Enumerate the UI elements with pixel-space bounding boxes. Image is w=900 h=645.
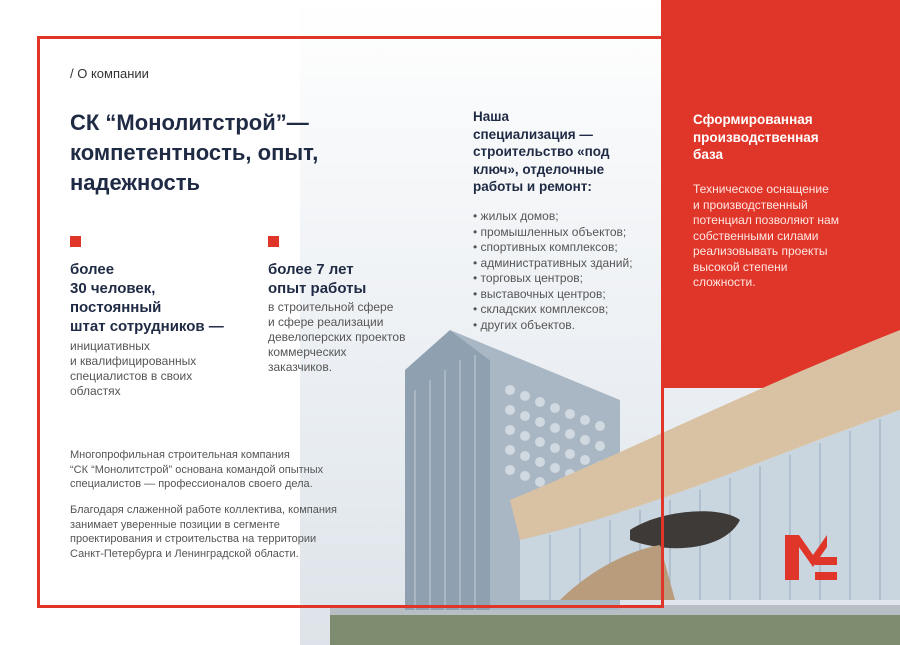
- list-item: • складских комплексов;: [473, 302, 633, 318]
- stat-description-experience: в строительной сфере и сфере реализации девелоперских проектов коммерческих заказчиков.: [268, 300, 406, 374]
- content-frame-right-edge: [661, 36, 664, 608]
- specialization-heading: Наша специализация — строительство «под ключ», отделочные работы и ремонт:: [473, 109, 610, 194]
- stat-marker-1: [70, 236, 81, 247]
- production-base-heading: Сформированная производственная база: [693, 112, 819, 162]
- about-paragraph-2: Благодаря слаженной работе коллектива, компания занимает уверенные позиции в сегменте проектирования и строительства на территории Санкт-Петербурга и Ленинградской области.: [70, 504, 338, 560]
- list-item: • спортивных комплексов;: [473, 240, 633, 256]
- production-base-text: Техническое оснащение и производственный потенциал позволяют нам собственными силами реализовывать проекты высокой степени сложности.: [693, 182, 839, 289]
- ground-grass: [330, 612, 900, 645]
- list-item: • жилых домов;: [473, 209, 633, 225]
- stat-description-staff: инициативных и квалифицированных специалистов в своих областях: [70, 339, 197, 398]
- stat-headline-experience: более 7 лет опыт работы: [268, 261, 367, 297]
- about-paragraph-1: Многопрофильная строительная компания “СК “Монолитстрой” основана командой опытных специалистов — профессионалов своего дела.: [70, 449, 324, 490]
- specialization-list: [473, 209, 633, 333]
- list-item: • промышленных объектов;: [473, 225, 633, 241]
- list-item: • выставочных центров;: [473, 287, 633, 303]
- list-item: • административных зданий;: [473, 256, 633, 272]
- list-item: • других объектов.: [473, 318, 633, 334]
- page-title: СК “Монолитстрой”— компетентность, опыт, надежность: [70, 110, 319, 195]
- list-item: • торговых центров;: [473, 271, 633, 287]
- stat-marker-2: [268, 236, 279, 247]
- breadcrumb[interactable]: / О компании: [70, 66, 149, 81]
- stat-headline-staff: более 30 человек, постоянный штат сотрудников —: [70, 261, 224, 335]
